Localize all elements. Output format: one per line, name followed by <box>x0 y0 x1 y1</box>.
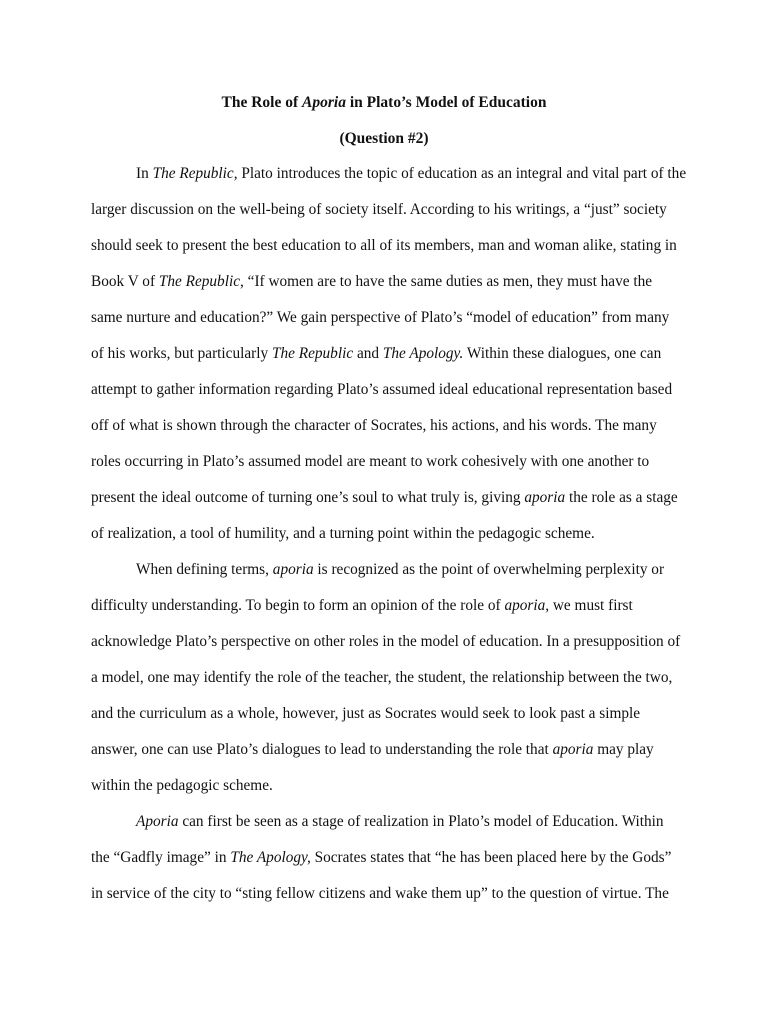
title-text: in Plato’s Model of Education <box>345 94 547 111</box>
text-line: within the pedagogic scheme. <box>91 777 273 794</box>
title-text: The Role of <box>221 94 303 111</box>
text-line: Book V of The Republic, “If women are to have the same duties as men, they must have the <box>91 273 653 290</box>
italic-term: The Republic <box>271 345 354 362</box>
italic-term: aporia <box>504 597 546 614</box>
italic-term: The Apology. <box>382 345 464 362</box>
text-line: difficulty understanding. To begin to form an opinion of the role of aporia, we must first <box>91 597 633 614</box>
text-line: Aporia can first be seen as a stage of realization in Plato’s model of Education. Within <box>136 813 664 830</box>
text-line: When defining terms, aporia is recognized as the point of overwhelming perplexity or <box>136 561 665 578</box>
title-italic: Aporia <box>302 94 346 111</box>
italic-term: aporia <box>552 741 594 758</box>
text-line: same nurture and education?” We gain perspective of Plato’s “model of education” from many <box>91 309 670 326</box>
text-line: acknowledge Plato’s perspective on other roles in the model of education. In a presupposition of <box>91 633 681 650</box>
text-line: and the curriculum as a whole, however, just as Socrates would seek to look past a simple <box>91 705 641 722</box>
italic-term: aporia <box>524 489 566 506</box>
text-line: attempt to gather information regarding Plato’s assumed ideal educational representation based <box>91 381 673 398</box>
text-line: should seek to present the best education to all of its members, man and woman alike, stating in <box>91 237 677 254</box>
text-line: larger discussion on the well-being of society itself. According to his writings, a “just” society <box>91 201 667 218</box>
document-title <box>0 94 768 112</box>
italic-term: The Republic <box>158 273 240 290</box>
italic-term: The Republic, <box>152 165 238 182</box>
text-line: in service of the city to “sting fellow citizens and wake them up” to the question of virtue. The <box>91 885 669 902</box>
document-subtitle: (Question #2) <box>339 130 429 147</box>
italic-term: The Apology, <box>230 849 311 866</box>
text-line: of realization, a tool of humility, and a turning point within the pedagogic scheme. <box>91 525 595 542</box>
text-line: the “Gadfly image” in The Apology, Socrates states that “he has been placed here by the Gods” <box>91 849 672 866</box>
text-line: of his works, but particularly The Republic and The Apology. Within these dialogues, one can <box>91 345 662 362</box>
text-line: present the ideal outcome of turning one’s soul to what truly is, giving aporia the role as a stage <box>91 489 678 506</box>
text-line: roles occurring in Plato’s assumed model are meant to work cohesively with one another to <box>91 453 650 470</box>
text-line: In The Republic, Plato introduces the topic of education as an integral and vital part of the <box>136 165 687 182</box>
text-line: a model, one may identify the role of the teacher, the student, the relationship between the two, <box>91 669 673 686</box>
text-line: off of what is shown through the character of Socrates, his actions, and his words. The many <box>91 417 657 434</box>
italic-term: aporia <box>272 561 314 578</box>
italic-term: Aporia <box>136 813 179 830</box>
text-line: answer, one can use Plato’s dialogues to lead to understanding the role that aporia may play <box>91 741 654 758</box>
